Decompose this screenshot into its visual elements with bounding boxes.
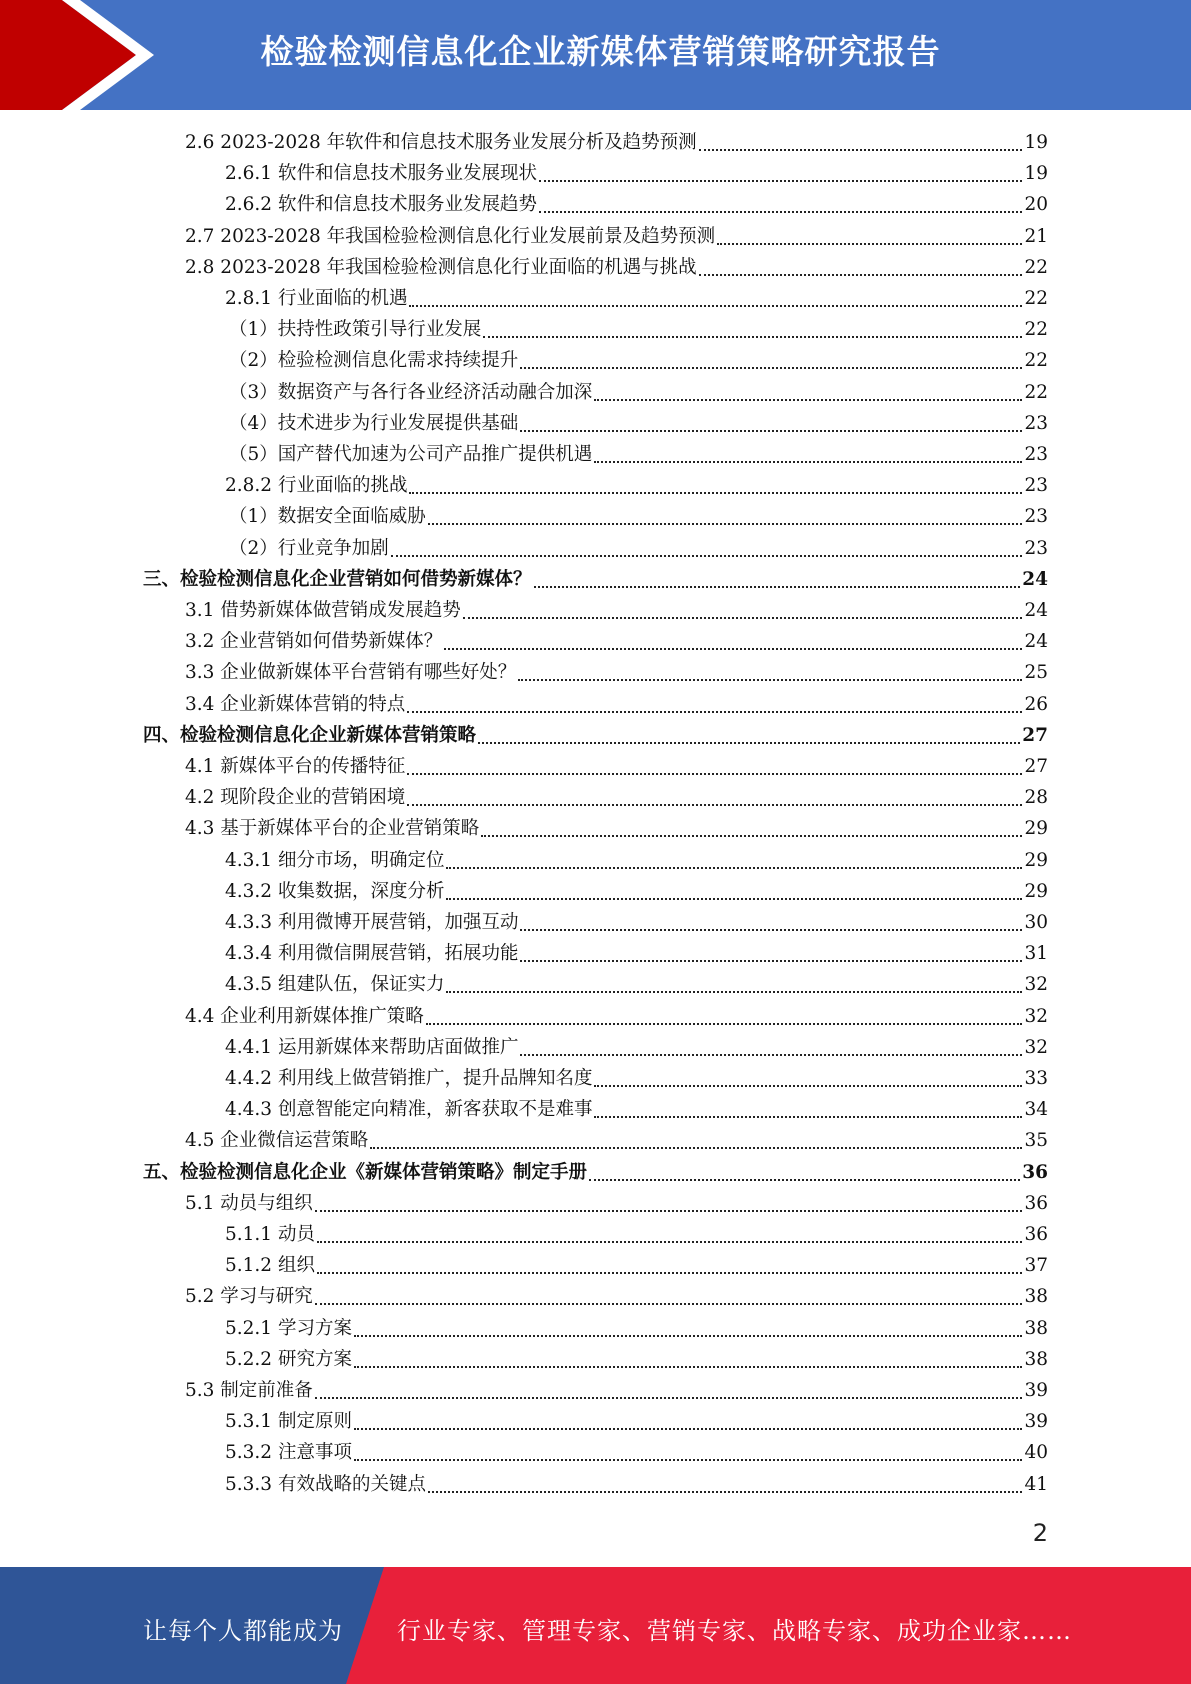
toc-entry-label: 2.8 2023-2028 年我国检验检测信息化行业面临的机遇与挑战: [185, 256, 697, 278]
toc-entry-page: 28: [1024, 787, 1048, 809]
toc-leader-dots: [428, 1490, 1022, 1493]
toc-entry[interactable]: [185, 254, 1048, 282]
toc-entry-label: 4.3.5 组建队伍，保证实力: [225, 974, 445, 996]
toc-leader-dots: [518, 678, 1022, 681]
toc-leader-dots: [409, 304, 1022, 307]
toc-entry-page: 41: [1024, 1473, 1048, 1495]
toc-entry[interactable]: [185, 691, 1048, 719]
toc-leader-dots: [428, 522, 1023, 525]
toc-entry-page: 37: [1024, 1255, 1048, 1277]
toc-leader-dots: [446, 866, 1022, 869]
toc-entry-label: （2）行业竞争加剧: [229, 537, 389, 559]
toc-leader-dots: [407, 710, 1022, 713]
toc-leader-dots: [539, 179, 1022, 182]
toc-leader-dots: [315, 1302, 1023, 1305]
toc-entry[interactable]: [225, 191, 1048, 219]
toc-entry-page: 29: [1024, 818, 1048, 840]
toc-entry[interactable]: [185, 784, 1048, 812]
toc-entry[interactable]: [185, 628, 1048, 656]
toc-entry-page: 34: [1024, 1099, 1048, 1121]
toc-entry-page: 23: [1024, 506, 1048, 528]
toc-entry-label: 2.6 2023-2028 年软件和信息技术服务业发展分析及趋势预测: [185, 132, 697, 153]
toc-leader-dots: [717, 242, 1022, 245]
toc-entry[interactable]: [229, 316, 1048, 344]
page-header: [0, 0, 1191, 110]
toc-entry-label: 5.3.3 有效战略的关键点: [225, 1473, 426, 1495]
toc-entry-label: 3.2 企业营销如何借势新媒体？: [185, 631, 443, 653]
toc-entry[interactable]: [229, 410, 1048, 438]
toc-leader-dots: [354, 1458, 1023, 1461]
toc-entry[interactable]: [225, 1471, 1048, 1499]
toc-leader-dots: [594, 398, 1022, 401]
toc-entry[interactable]: [225, 160, 1048, 188]
toc-leader-dots: [409, 491, 1022, 494]
toc-leader-dots: [483, 335, 1022, 338]
toc-entry[interactable]: [229, 347, 1048, 375]
toc-entry-label: 5.2.2 研究方案: [225, 1348, 352, 1370]
toc-entry[interactable]: [225, 1065, 1048, 1093]
toc-entry-label: 4.2 现阶段企业的营销困境: [185, 787, 406, 809]
toc-entry-page: 36: [1024, 1192, 1048, 1214]
toc-entry[interactable]: [229, 503, 1048, 531]
toc-entry[interactable]: [185, 753, 1048, 781]
toc-entry-page: 36: [1022, 1161, 1048, 1183]
toc-entry-label: 4.4.1 运用新媒体来帮助店面做推广: [225, 1036, 519, 1058]
toc-entry-page: 35: [1024, 1130, 1048, 1152]
toc-entry[interactable]: [185, 815, 1048, 843]
toc-entry-label: 4.4 企业利用新媒体推广策略: [185, 1005, 424, 1027]
toc-entry-label: 5.2 学习与研究: [185, 1286, 313, 1308]
toc-leader-dots: [407, 772, 1022, 775]
toc-entry-page: 22: [1024, 381, 1048, 403]
toc-entry-page: 32: [1024, 1036, 1048, 1058]
toc-leader-dots: [407, 803, 1022, 806]
toc-leader-dots: [534, 585, 1021, 588]
toc-leader-dots: [594, 460, 1022, 463]
toc-leader-dots: [426, 1022, 1023, 1025]
toc-entry-page: 33: [1024, 1068, 1048, 1089]
toc-leader-dots: [481, 834, 1022, 837]
toc-entry-page: 20: [1024, 194, 1048, 216]
toc-entry-label: 4.3.1 细分市场，明确定位: [225, 849, 445, 871]
toc-entry-page: 38: [1024, 1286, 1048, 1308]
toc-entry-page: 29: [1024, 849, 1048, 871]
toc-entry-page: 22: [1024, 288, 1048, 309]
toc-entry[interactable]: [225, 909, 1048, 937]
toc-entry-label: 5.2.1 学习方案: [225, 1317, 352, 1339]
toc-entry-page: 21: [1024, 225, 1048, 247]
toc-entry-label: 4.3 基于新媒体平台的企业营销策略: [185, 818, 480, 840]
toc-entry-page: 23: [1024, 537, 1048, 559]
toc-leader-dots: [520, 429, 1022, 432]
toc-entry-page: 24: [1022, 568, 1048, 590]
toc-entry-page: 30: [1024, 912, 1048, 933]
toc-leader-dots: [354, 1334, 1023, 1337]
toc-entry-page: 25: [1024, 662, 1048, 684]
toc-leader-dots: [444, 647, 1022, 650]
toc-leader-dots: [594, 1084, 1022, 1087]
toc-entry-page: 32: [1024, 1005, 1048, 1027]
toc-entry-page: 40: [1024, 1442, 1048, 1464]
toc-entry-label: 三、检验检测信息化企业营销如何借势新媒体？: [143, 568, 532, 590]
toc-leader-dots: [520, 928, 1022, 931]
toc-entry-label: （1）数据安全面临威胁: [229, 506, 426, 528]
page-footer: [0, 1567, 1191, 1684]
toc-leader-dots: [354, 1427, 1023, 1430]
toc-entry-label: 2.8.1 行业面临的机遇: [225, 288, 408, 309]
toc-leader-dots: [317, 1240, 1023, 1243]
toc-entry-label: 2.8.2 行业面临的挑战: [225, 475, 408, 497]
page-number: 2: [1032, 1519, 1048, 1547]
toc-entry[interactable]: [143, 566, 1048, 594]
toc-entry-label: 4.4.3 创意智能定向精准，新客获取不是难事: [225, 1099, 593, 1121]
toc-entry-page: 23: [1024, 412, 1048, 434]
toc-entry[interactable]: [225, 1439, 1048, 1467]
toc-leader-dots: [446, 897, 1022, 900]
toc-leader-dots: [446, 990, 1022, 993]
toc-entry[interactable]: [229, 379, 1048, 407]
toc-entry[interactable]: [185, 1190, 1048, 1218]
toc-entry-label: 2.6.1 软件和信息技术服务业发展现状: [225, 163, 537, 185]
toc-entry-label: 2.6.2 软件和信息技术服务业发展趋势: [225, 194, 537, 216]
toc-entry[interactable]: [185, 1127, 1048, 1155]
toc-entry-page: 26: [1024, 693, 1048, 715]
toc-entry-page: 36: [1024, 1224, 1048, 1245]
toc-entry-page: 19: [1024, 163, 1048, 185]
toc-entry-label: 5.3 制定前准备: [185, 1380, 313, 1401]
toc-entry-page: 22: [1024, 256, 1048, 278]
toc-entry[interactable]: [185, 129, 1048, 157]
footer-slogan-right: 行业专家、管理专家、营销专家、战略专家、成功企业家……: [397, 1617, 1072, 1645]
toc-entry[interactable]: [225, 285, 1048, 313]
toc-entry[interactable]: [225, 1096, 1048, 1124]
toc-leader-dots: [315, 1209, 1023, 1212]
toc-entry[interactable]: [225, 1346, 1048, 1374]
toc-entry-label: 4.4.2 利用线上做营销推广，提升品牌知名度: [225, 1068, 593, 1089]
toc-entry-page: 19: [1024, 132, 1048, 153]
toc-entry-label: 4.3.4 利用微信開展营销，拓展功能: [225, 943, 519, 965]
toc-entry-page: 23: [1024, 475, 1048, 497]
toc-entry-label: 4.5 企业微信运营策略: [185, 1130, 369, 1152]
toc-entry-page: 38: [1024, 1317, 1048, 1339]
toc-entry[interactable]: [185, 659, 1048, 687]
toc-entry[interactable]: [185, 1283, 1048, 1311]
toc-entry-page: 22: [1024, 319, 1048, 341]
toc-entry-label: 2.7 2023-2028 年我国检验检测信息化行业发展前景及趋势预测: [185, 225, 716, 247]
footer-slogan-left: 让每个人都能成为: [143, 1617, 343, 1645]
toc-entry-label: 3.3 企业做新媒体平台营销有哪些好处？: [185, 662, 517, 684]
toc-entry-label: 5.1.2 组织: [225, 1255, 315, 1277]
toc-entry-label: 5.3.1 制定原则: [225, 1411, 352, 1433]
toc-entry[interactable]: [225, 1034, 1048, 1062]
toc-entry-page: 38: [1024, 1348, 1048, 1370]
toc-entry-page: 31: [1024, 943, 1048, 965]
toc-entry-label: 5.1 动员与组织: [185, 1192, 313, 1214]
toc-entry-page: 27: [1024, 756, 1048, 777]
toc-entry-label: （2）检验检测信息化需求持续提升: [229, 350, 519, 372]
toc-entry[interactable]: [225, 472, 1048, 500]
toc-entry-page: 32: [1024, 974, 1048, 996]
toc-entry-page: 39: [1024, 1380, 1048, 1401]
toc-leader-dots: [315, 1396, 1023, 1399]
toc-leader-dots: [370, 1146, 1022, 1149]
toc-entry[interactable]: [225, 878, 1048, 906]
toc-entry[interactable]: [225, 847, 1048, 875]
toc-leader-dots: [478, 741, 1020, 744]
toc-entry-label: 五、检验检测信息化企业《新媒体营销策略》制定手册: [143, 1161, 588, 1183]
toc-entry[interactable]: [225, 1221, 1048, 1249]
toc-leader-dots: [463, 616, 1023, 619]
toc-entry-label: （3）数据资产与各行各业经济活动融合加深: [229, 381, 593, 403]
toc-entry[interactable]: [225, 1408, 1048, 1436]
toc-entry-label: 3.4 企业新媒体营销的特点: [185, 693, 406, 715]
toc-leader-dots: [589, 1178, 1020, 1181]
toc-leader-dots: [594, 1115, 1022, 1118]
toc-entry[interactable]: [143, 1159, 1048, 1187]
toc-entry-label: （5）国产替代加速为公司产品推广提供机遇: [229, 444, 593, 465]
toc-entry[interactable]: [185, 597, 1048, 625]
toc-entry-page: 39: [1024, 1411, 1048, 1433]
toc-entry-label: （1）扶持性政策引导行业发展: [229, 319, 482, 341]
toc-entry[interactable]: [185, 1003, 1048, 1031]
toc-entry[interactable]: [225, 940, 1048, 968]
toc-entry-page: 23: [1024, 444, 1048, 465]
toc-entry-page: 27: [1022, 724, 1048, 746]
toc-leader-dots: [699, 273, 1023, 276]
toc-entry-label: 4.1 新媒体平台的传播特征: [185, 756, 406, 777]
toc-entry-label: 3.1 借势新媒体做营销成发展趋势: [185, 600, 461, 621]
toc-entry[interactable]: [229, 441, 1048, 469]
toc-leader-dots: [520, 1053, 1022, 1056]
toc-entry[interactable]: [229, 535, 1048, 563]
toc-entry-label: 四、检验检测信息化企业新媒体营销策略: [143, 724, 477, 746]
toc-entry[interactable]: [225, 1315, 1048, 1343]
toc-leader-dots: [699, 148, 1023, 151]
toc-entry-label: 4.3.2 收集数据，深度分析: [225, 880, 445, 902]
toc-entry[interactable]: [225, 1252, 1048, 1280]
toc-entry-label: （4）技术进步为行业发展提供基础: [229, 412, 519, 434]
toc-entry[interactable]: [185, 1377, 1048, 1405]
toc-entry-label: 5.1.1 动员: [225, 1224, 315, 1245]
toc-leader-dots: [317, 1271, 1023, 1274]
toc-entry-label: 5.3.2 注意事项: [225, 1442, 352, 1464]
toc-entry[interactable]: [185, 223, 1048, 251]
toc-entry-page: 24: [1024, 600, 1048, 621]
toc-entry[interactable]: [225, 971, 1048, 999]
toc-entry-label: 4.3.3 利用微博开展营销，加强互动: [225, 912, 519, 933]
toc-leader-dots: [520, 366, 1022, 369]
toc-entry-page: 29: [1024, 880, 1048, 902]
toc-leader-dots: [539, 210, 1022, 213]
toc-entry[interactable]: [143, 722, 1048, 750]
toc-leader-dots: [354, 1365, 1023, 1368]
toc-leader-dots: [391, 554, 1023, 557]
document-title: 检验检测信息化企业新媒体营销策略研究报告: [260, 32, 941, 71]
toc-leader-dots: [520, 959, 1022, 962]
toc-entry-page: 22: [1024, 350, 1048, 372]
toc-entry-page: 24: [1024, 631, 1048, 653]
